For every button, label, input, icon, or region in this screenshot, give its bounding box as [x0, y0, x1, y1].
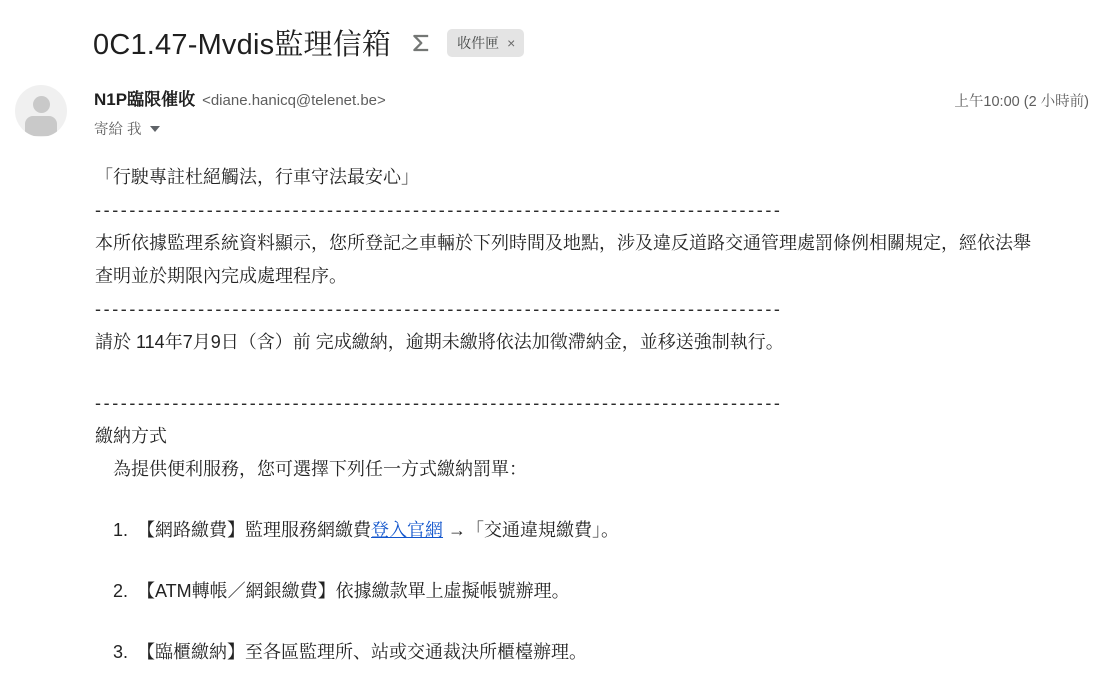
summarize-sigma-icon[interactable]: [407, 30, 433, 56]
email-timestamp: 上午10:00 (2 小時前): [954, 94, 1089, 110]
sender-name: N1P臨限催收: [94, 90, 196, 109]
person-icon-shoulders: [25, 116, 57, 136]
to-label: 寄給 我: [94, 122, 142, 138]
body-line: 繳納方式: [95, 426, 167, 446]
person-icon: [33, 96, 50, 113]
message-header: [0, 63, 1105, 139]
list-item: 2. 【ATM轉帳／網銀繳費】依據繳款單上虛擬帳號辦理。: [113, 581, 570, 601]
dashed-separator: --------------------------------------------------------------------------------: [95, 393, 783, 413]
dashed-separator: --------------------------------------------------------------------------------: [95, 200, 783, 220]
dashed-separator: --------------------------------------------------------------------------------: [95, 299, 783, 319]
body-line: 請於 114年7月9日（含）前 完成繳納，逾期未繳將依法加徵滯納金，並移送強制執行。: [95, 332, 784, 352]
subject-row: [0, 0, 1105, 63]
sender-block: [94, 85, 954, 139]
chevron-down-icon: [150, 126, 160, 132]
list-item: 3. 【臨櫃繳納】至各區監理所、站或交通裁決所櫃檯辦理。: [113, 642, 588, 662]
body-line: 查明並於期限內完成處理程序。: [95, 266, 347, 286]
blank-line: [95, 359, 1105, 387]
inbox-label-chip[interactable]: [447, 29, 524, 57]
body-line: 「行駛專註杜絕觸法，行車守法最安心」: [95, 167, 419, 187]
login-official-site-link[interactable]: 登入官網: [371, 520, 444, 540]
email-body: [95, 161, 1105, 669]
body-line: 為提供便利服務，您可選擇下列任一方式繳納罰單：: [95, 459, 527, 479]
sender-email: <diane.hanicq@telenet.be>: [202, 92, 386, 109]
recipient-details-dropdown[interactable]: [94, 118, 160, 139]
list-item: 1. 【網路繳費】監理服務網繳費登入官網 →「交通違規繳費」。: [113, 520, 620, 540]
blank-line: [95, 608, 1105, 636]
inbox-label-text: 收件匣: [457, 34, 500, 51]
remove-label-icon[interactable]: ×: [507, 34, 516, 51]
blank-line: [95, 547, 1105, 575]
body-line: 本所依據監理系統資料顯示，您所登記之車輛於下列時間及地點，涉及違反道路交通管理處罰條例相關規定，經依法舉: [95, 233, 1031, 253]
email-subject: 0C1.47-Mvdis監理信箱: [93, 29, 392, 61]
blank-line: [95, 486, 1105, 514]
sender-avatar[interactable]: [15, 85, 67, 137]
